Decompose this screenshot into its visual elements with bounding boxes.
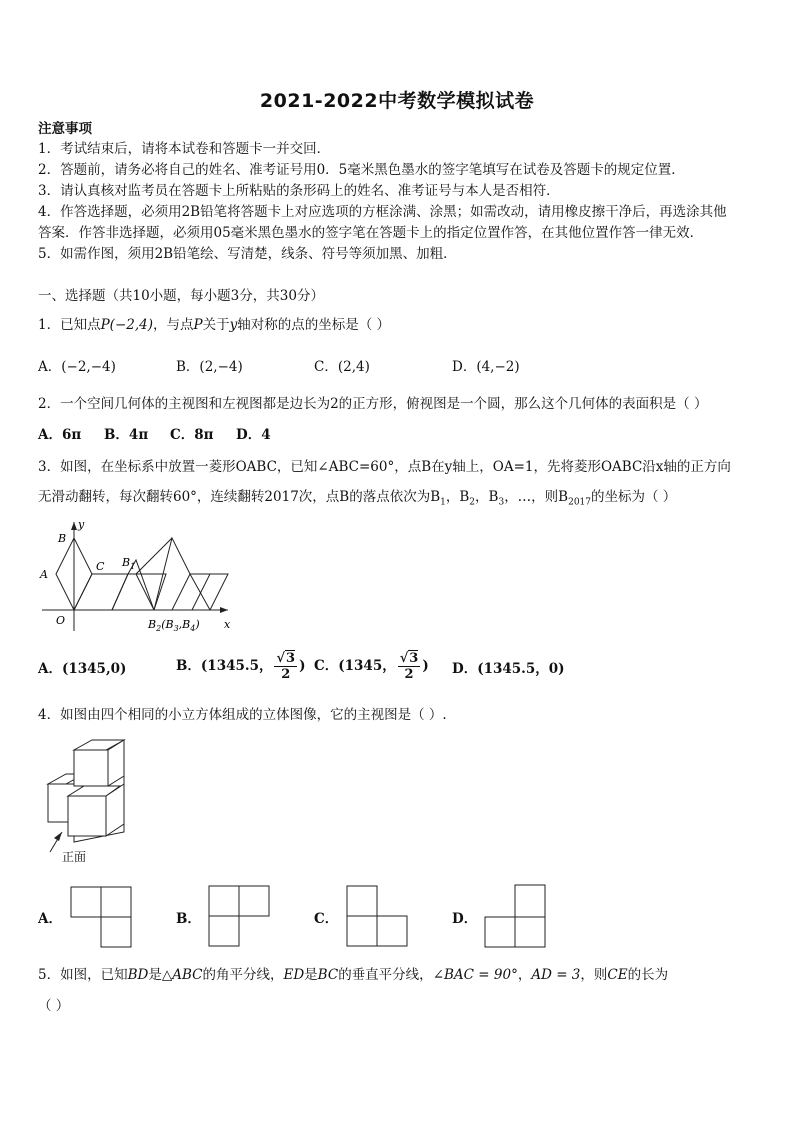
front-label: 正面	[62, 850, 87, 864]
section-heading: 一、选择题（共10小题，每小题3分，共30分）	[38, 288, 324, 304]
question-5-paren: （ ）	[38, 998, 70, 1014]
q1-option-b[interactable]: B．(2,−4)	[176, 359, 243, 375]
x-axis-arrow-icon	[220, 607, 228, 613]
q1-option-a[interactable]: A．(−2,−4)	[38, 359, 116, 375]
front-cube-front	[68, 796, 106, 836]
q3-option-b[interactable]: B．(1345.5， $\frac{√3}{2}$ )	[176, 651, 306, 682]
arrow-head-icon	[54, 832, 62, 841]
question-3-line1: 3．如图，在坐标系中放置一菱形OABC，已知∠ABC=60°，点B在y轴上，OA=1，先将菱形OABC沿x轴的正方向	[38, 459, 731, 475]
notice-item-4: 4．作答选择题，必须用2B铅笔将答题卡上对应选项的方框涂满、涂黑；如需改动，请用橡皮擦干净后，再选涂其他	[38, 204, 727, 220]
question-5: 5．如图，已知BD是△ABC的角平分线，ED是BC的垂直平分线，∠BAC = 90°，AD = 3，则CE的长为	[38, 967, 669, 983]
question-2: 2．一个空间几何体的主视图和左视图都是边长为2的正方形，俯视图是一个圆，那么这个几何体的表面积是（ ）	[38, 396, 708, 412]
y-axis-arrow-icon	[71, 522, 77, 530]
q1-option-c[interactable]: C．(2,4)	[314, 359, 370, 375]
q4-option-d-figure	[484, 883, 548, 949]
q4-option-c-figure	[346, 885, 410, 949]
label-b: B	[58, 532, 67, 545]
question-3-line2: 无滑动翻转，每次翻转60°，连续翻转2017次，点B的落点依次为$B_1$，$B_2$，$B_3$，…，则$B_{2017}$的坐标为（ ）	[38, 489, 677, 508]
q1-option-d[interactable]: D．(4,−2)	[452, 359, 520, 375]
rhombus-flip7	[210, 574, 228, 610]
q3-option-a[interactable]: A．(1345,0)	[38, 661, 127, 677]
q4-option-b[interactable]: B．	[176, 911, 201, 927]
notice-item-5: 5．如需作图，须用2B铅笔绘、写清楚，线条、符号等须加黑、加粗．	[38, 246, 457, 262]
q3-option-c[interactable]: C．(1345， $\frac{√3}{2}$ )	[314, 651, 429, 682]
page-title: 2021-2022中考数学模拟试卷	[259, 90, 535, 112]
notice-item-4-cont: 答案．作答非选择题，必须用05毫米黑色墨水的签字笔在答题卡上的指定位置作答，在其他位置作答一律无效．	[38, 225, 704, 241]
label-o: O	[56, 614, 66, 627]
label-b2-b3-b4: $B_2(B_3,B_4)$	[148, 618, 200, 633]
q3-option-d[interactable]: D．(1345.5，0)	[452, 661, 565, 677]
notice-item-3: 3．请认真核对监考员在答题卡上所粘贴的条形码上的姓名、准考证号与本人是否相符．	[38, 183, 560, 199]
q2-option-b[interactable]: B．4π	[104, 427, 149, 443]
top-cube-front	[74, 750, 108, 786]
label-x: x	[224, 618, 231, 631]
q4-option-c[interactable]: C．	[314, 911, 339, 927]
label-a: A	[40, 568, 48, 581]
rhombus-flip5	[172, 574, 210, 610]
q4-option-a-figure	[70, 886, 134, 948]
notice-item-2: 2．答题前，请务必将自己的姓名、准考证号用0．5毫米黑色墨水的签字笔填写在试卷及答题卡的规定位置．	[38, 162, 685, 178]
q4-option-d[interactable]: D．	[452, 911, 478, 927]
label-c: C	[96, 560, 105, 573]
label-b1: $B_1$	[122, 556, 136, 571]
q2-option-c[interactable]: C．8π	[170, 427, 214, 443]
notice-item-1: 1．考试结束后，请将本试卷和答题卡一并交回．	[38, 141, 331, 157]
question-1: 1．已知点P(−2,4)，与点P关于y轴对称的点的坐标是（ ）	[38, 317, 391, 333]
rhombus-figure	[36, 516, 276, 636]
label-y: y	[78, 518, 85, 531]
point-p: P(−2,4)	[100, 317, 153, 333]
q2-option-a[interactable]: A．6π	[38, 427, 82, 443]
cube-figure	[40, 736, 140, 866]
q4-option-b-figure	[208, 885, 272, 949]
question-4: 4．如图由四个相同的小立方体组成的立体图像，它的主视图是（ ）.	[38, 707, 447, 723]
q4-option-a[interactable]: A．	[38, 911, 62, 927]
notice-heading: 注意事项	[38, 121, 92, 137]
q2-option-d[interactable]: D．4	[236, 427, 271, 443]
